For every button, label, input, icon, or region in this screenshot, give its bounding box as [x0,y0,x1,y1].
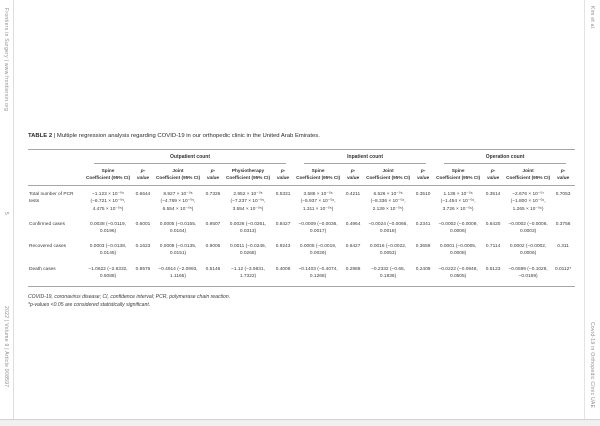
coef-cell: 0.0001 (−0.0005, 0.0008) [439,244,477,257]
coef-cell: −1.0622 (−2.6332, 0.5088) [85,261,131,287]
p-value-cell: 0.4964 [345,221,361,227]
p-value-cell: 0.2409 [411,261,435,287]
coef-cell: −0.0009 (−0.0036, 0.0017) [298,221,338,234]
row-label-header [28,164,85,186]
column-header-row [28,164,575,186]
col-header-pvalue: p-value [551,164,575,186]
table-row [28,238,575,260]
coef-cell: 0.0002 (−0.0002, 0.0006) [509,244,547,257]
p-value-cell: 0.5331 [275,192,291,198]
coef-cell: 0.0008 (−0.0135, 0.0151) [159,244,197,257]
row-label: Death cases [28,261,85,287]
p-value-cell: 0.3756 [555,221,571,227]
p-value-cell: 0.6420 [485,221,501,227]
volume-article-margin: 2022 | Volume 9 | Article 908597 [3,306,9,388]
coef-cell: −0.0222 (−0.0948, 0.0505) [435,261,481,287]
p-value-cell: 0.3514 [485,192,501,198]
p-value-cell: 0.7114 [485,244,501,250]
group-operation: Operation count [435,149,575,164]
coef-cell: −1.12 (−3.9831, 1.7322) [225,261,271,287]
p-value-cell: 0.9243 [275,244,291,250]
p-value-cell: 0.8427 [275,221,291,227]
col-header-pvalue: p-value [131,164,155,186]
coef-cell: −0.1403 (−0.4074, 0.1268) [295,261,341,287]
page-edge-left [13,0,14,419]
p-value-cell: 0.9507 [205,221,221,227]
p-value-cell: 0.4211 [345,192,361,198]
coef-cell: 3.586 × 10⁻⁰⁶ (−5.937 × 10⁻⁰⁶, 1.311 × 10⁻⁰⁵) [300,192,336,212]
coef-cell: −2.676 × 10⁻⁰⁷ (−1.800 × 10⁻⁰⁶, 1.265 × 10⁻⁰⁶) [510,192,546,212]
p-value-cell: 0.9576 [131,261,155,287]
p-value-cell: 0.7326 [205,192,221,198]
table-row [28,186,575,216]
author-margin: Kim et al. [589,6,595,30]
coef-cell: −0.0599 (−0.1028, −0.0169) [505,261,551,287]
p-value-cell: 0.311 [557,244,569,250]
coef-cell: 0.0005 (−0.0019, 0.0029) [299,244,337,257]
p-value-cell: 0.0112* [551,261,575,287]
col-header-pvalue: p-value [271,164,295,186]
row-label: Confirmed cases [29,221,65,227]
p-value-cell: 0.6644 [135,192,151,198]
coef-cell: 1.136 × 10⁻⁰⁶ (−1.454 × 10⁻⁰⁶, 3.726 × 10⁻⁰⁶) [440,192,476,212]
p-value-cell: 0.3510 [415,192,431,198]
p-value-cell: 0.5146 [201,261,225,287]
col-header-pvalue: p-value [481,164,505,186]
regression-table [28,149,575,287]
group-header-row [28,149,575,164]
col-header-operation-spine: Spine Coefficient (95% CI) [435,164,481,186]
p-value-cell: 0.1623 [135,244,151,250]
coef-cell: −1.123 × 10⁻⁰⁵ (−6.721 × 10⁻⁰⁵, 4.475 × 10⁻⁰⁵) [90,192,126,212]
coef-cell: 0.0038 (−0.0119, 0.0196) [89,221,127,234]
p-value-cell: 0.7053 [555,192,571,198]
row-label: Total number of PCR tests [29,192,74,205]
group-outpatient: Outpatient count [85,149,295,164]
table-caption [28,133,575,141]
coef-cell: 6.526 × 10⁻⁰⁶ (−8.336 × 10⁻⁰⁶, 2.139 × 10⁻⁰⁵) [370,192,406,212]
page-number: 5 [3,212,9,216]
coef-cell: 0.0016 (−0.0022, 0.0053) [369,244,407,257]
coef-cell: 0.0026 (−0.0261, 0.0313) [229,221,267,234]
coef-cell: −0.0024 (−0.0066, 0.0018) [368,221,408,234]
table-block [28,133,575,310]
table-number: TABLE 2 [28,133,53,139]
p-value-cell: 0.2341 [415,221,431,227]
coef-cell: −0.2332 (−0.65, 0.1836) [365,261,411,287]
coef-cell: 8.927 × 10⁻⁰⁶ (−4.769 × 10⁻⁰⁵, 6.554 × 10⁻⁰⁵) [160,192,196,212]
col-header-pvalue: p-value [341,164,365,186]
table-footnotes [28,293,575,310]
journal-name-margin: Frontiers in Surgery | www.frontiersin.org [3,8,9,112]
row-label: Recovered cases [29,244,67,250]
col-header-outpatient-physiotherapy: Physiotherapy Coefficient (95% CI) [225,164,271,186]
p-value-cell: 0.9005 [205,244,221,250]
table-row [28,216,575,238]
p-value-cell: 0.5123 [481,261,505,287]
p-value-cell: 0.6001 [135,221,151,227]
running-title-margin: Covid-19 in Orthopedic Clinic UAE [589,322,595,409]
coef-cell: 0.0003 (−0.0138, 0.0145) [89,244,127,257]
coef-cell: −0.0002 (−0.0009, 0.0006) [438,221,478,234]
page-edge-right [584,0,585,419]
footnote-significance: *p-values <0.05 are considered statistically significant. [28,302,151,309]
page-edge-bottom-band [0,420,600,426]
p-value-cell: 0.6427 [345,244,361,250]
p-value-cell: 0.2988 [341,261,365,287]
col-header-outpatient-joint: Joint Coefficient (95% CI) [155,164,201,186]
col-header-inpatient-spine: Spine Coefficient (95% CI) [295,164,341,186]
coef-cell: −0.0002 (−0.0006, 0.0003) [508,221,548,234]
coef-cell: −0.4914 (−2.0993, 1.1165) [155,261,201,287]
p-value-cell: 0.4008 [271,261,295,287]
table-row [28,261,575,287]
col-header-pvalue: p-value [411,164,435,186]
table-caption-text: | Multiple regression analysis regarding COVID-19 in our orthopedic clinic in the United Arab Emirates. [52,133,320,139]
col-header-outpatient-spine: Spine Coefficient (95% CI) [85,164,131,186]
col-header-inpatient-joint: Joint Coefficient (95% CI) [365,164,411,186]
col-header-operation-joint: Joint Coefficient (95% CI) [505,164,551,186]
group-inpatient: Inpatient count [295,149,435,164]
footnote-abbreviations: COVID-19, coronavirus disease; CI, confidence interval; PCR, polymerase chain reaction. [28,293,231,300]
coef-cell: 0.0005 (−0.0155, 0.0164) [159,221,197,234]
coef-cell: 0.0011 (−0.0246, 0.0268) [229,244,267,257]
corner-cell [28,149,85,164]
p-value-cell: 0.3659 [415,244,431,250]
col-header-pvalue: p-value [201,164,225,186]
coef-cell: 2.952 × 10⁻⁰⁵ (−7.237 × 10⁻⁰⁵, 3.554 × 10⁻⁰⁵) [230,192,266,212]
